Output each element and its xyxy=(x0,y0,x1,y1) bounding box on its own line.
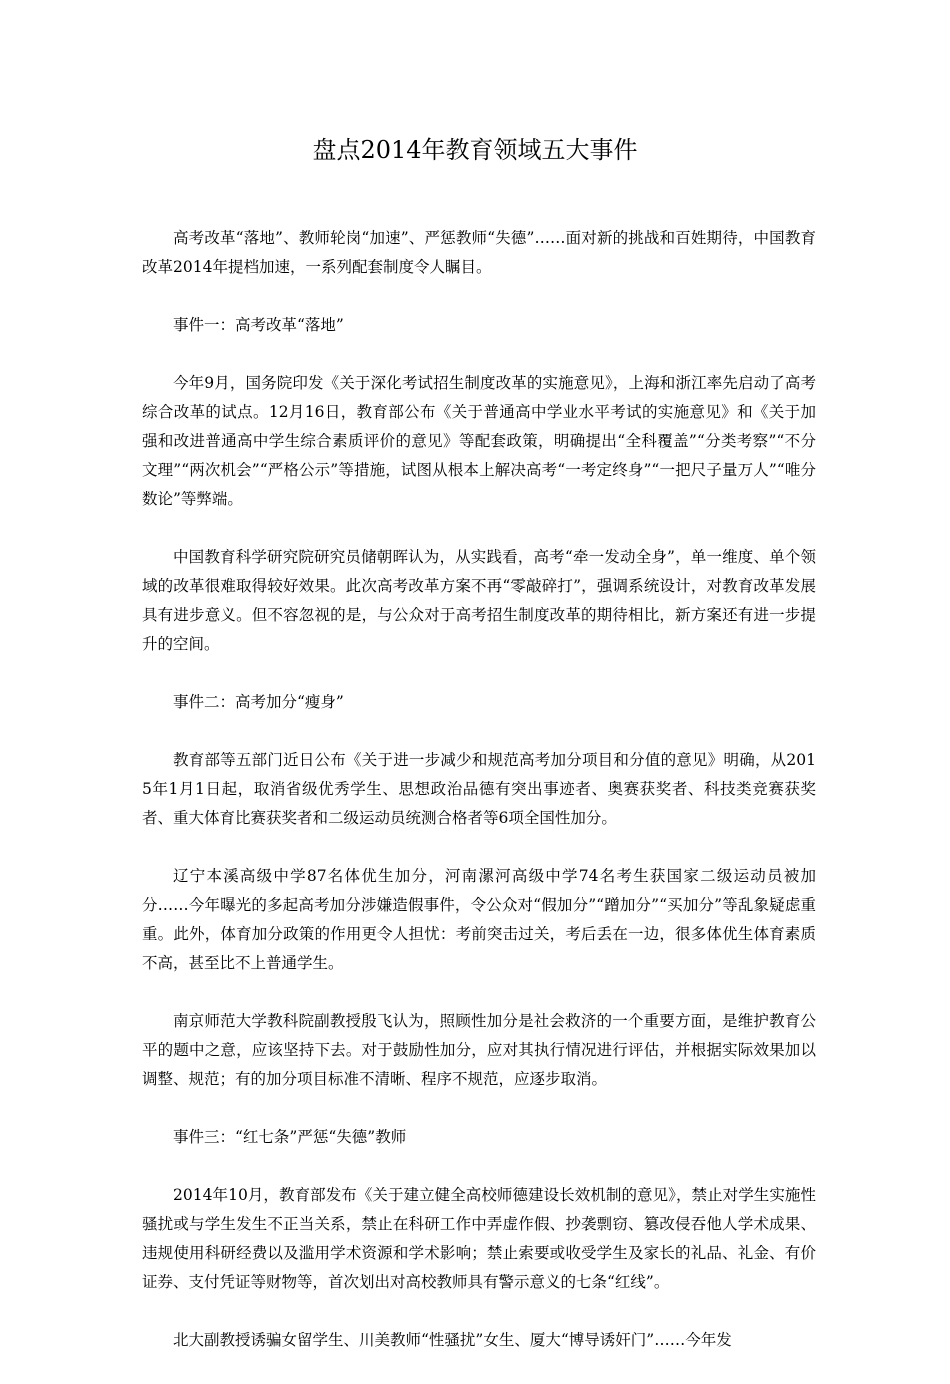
event-three-heading: 事件三：“红七条”严惩“失德”教师 xyxy=(173,1128,407,1146)
event-one-paragraph-2: 中国教育科学研究院研究员储朝晖认为，从实践看，高考“牵一发动全身”，单一维度、单个领域的改革很难取得较好效果。此次高考改革方案不再“零敲碎打”，强调系统设计，对教育改革发展具有进步意义。但不容忽视的是，与公众对于高考招生制度改革的期待相比，新方案还有进一步提升的空间。 xyxy=(142,548,816,653)
event-three-paragraph-2: 北大副教授诱骗女留学生、川美教师“性骚扰”女生、厦大“博导诱奸门”……今年发 xyxy=(173,1331,732,1349)
event-two-paragraph-3: 南京师范大学教科院副教授殷飞认为，照顾性加分是社会救济的一个重要方面，是维护教育公平的题中之意，应该坚持下去。对于鼓励性加分，应对其执行情况进行评估，并根据实际效果加以调整、规范；有的加分项目标准不清晰、程序不规范，应逐步取消。 xyxy=(142,1012,816,1088)
intro-paragraph: 高考改革“落地”、教师轮岗“加速”、严惩教师“失德”……面对新的挑战和百姓期待，中国教育改革2014年提档加速，一系列配套制度令人瞩目。 xyxy=(142,229,816,276)
event-two-heading: 事件二：高考加分“瘦身” xyxy=(173,693,344,711)
document-title: 盘点2014年教育领域五大事件 xyxy=(312,136,638,164)
document-body xyxy=(142,224,816,1384)
event-two-paragraph-1: 教育部等五部门近日公布《关于进一步减少和规范高考加分项目和分值的意见》明确，从2015年1月1日起，取消省级优秀学生、思想政治品德有突出事迹者、奥赛获奖者、科技类竞赛获奖者、重大体育比赛获奖者和二级运动员统测合格者等6项全国性加分。 xyxy=(142,751,816,827)
event-two-paragraph-2: 辽宁本溪高级中学87名体优生加分，河南漯河高级中学74名考生获国家二级运动员被加分……今年曝光的多起高考加分涉嫌造假事件，令公众对“假加分”“蹭加分”“买加分”等乱象疑虑重重。此外，体育加分政策的作用更令人担忧：考前突击过关，考后丢在一边，很多体优生体育素质不高，甚至比不上普通学生。 xyxy=(142,867,816,972)
event-one-heading: 事件一：高考改革“落地” xyxy=(173,316,344,334)
event-one-paragraph-1: 今年9月，国务院印发《关于深化考试招生制度改革的实施意见》，上海和浙江率先启动了高考综合改革的试点。12月16日，教育部公布《关于普通高中学业水平考试的实施意见》和《关于加强和改进普通高中学生综合素质评价的意见》等配套政策，明确提出“全科覆盖”“分类考察”“不分文理”“两次机会”“严格公示”等措施，试图从根本上解决高考“一考定终身”“一把尺子量万人”“唯分数论”等弊端。 xyxy=(142,374,816,508)
event-three-paragraph-1: 2014年10月，教育部发布《关于建立健全高校师德建设长效机制的意见》，禁止对学生实施性骚扰或与学生发生不正当关系，禁止在科研工作中弄虚作假、抄袭剽窃、篡改侵吞他人学术成果、违规使用科研经费以及滥用学术资源和学术影响；禁止索要或收受学生及家长的礼品、礼金、有价证券、支付凭证等财物等，首次划出对高校教师具有警示意义的七条“红线”。 xyxy=(142,1186,816,1291)
